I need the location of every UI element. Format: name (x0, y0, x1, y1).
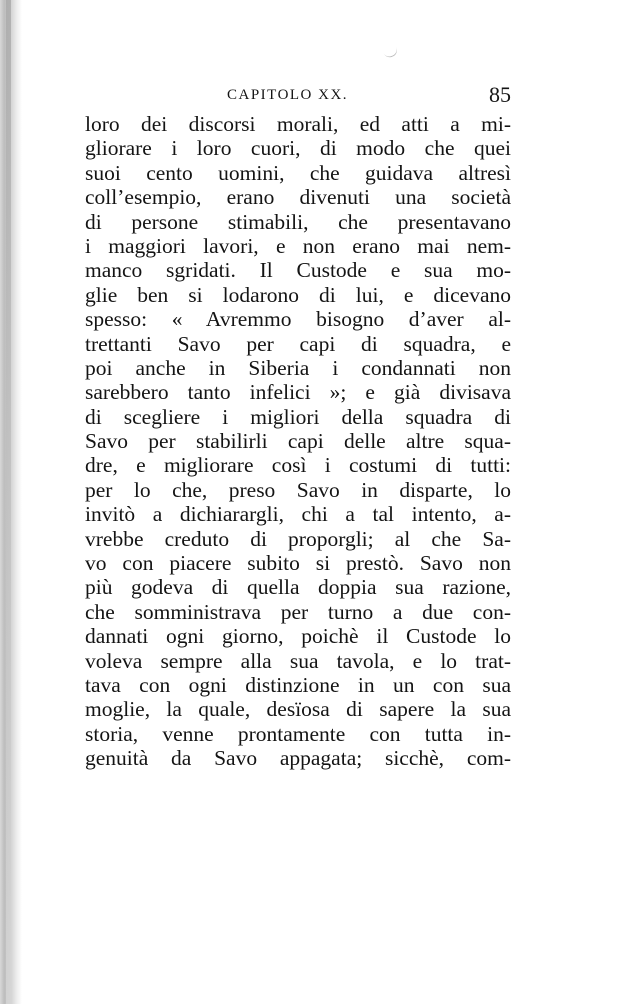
text-line: dre, e migliorare così i costumi di tutti: (85, 453, 511, 478)
text-line: dannati ogni giorno, poichè il Custode lo (85, 624, 511, 649)
text-line: i maggiori lavori, e non erano mai nem- (85, 233, 511, 258)
text-line: tava con ogni distinzione in un con sua (85, 672, 511, 697)
text-line: moglie, la quale, desïosa di sapere la sua (85, 697, 511, 722)
page-gutter-shadow (0, 0, 22, 1004)
text-line: gliorare i loro cuori, di modo che quei (85, 136, 511, 161)
text-line: genuità da Savo appagata; sicchè, com- (85, 746, 511, 771)
paper-mark (383, 45, 399, 59)
book-page (85, 84, 511, 771)
text-line: coll’esempio, erano divenuti una società (85, 185, 511, 210)
text-line: spesso: « Avremmo bisogno d’aver al- (85, 307, 511, 332)
text-line: vo con piacere subito si prestò. Savo non (85, 551, 511, 576)
text-line: vrebbe creduto di proporgli; al che Sa- (85, 526, 511, 551)
text-line: di persone stimabili, che presentavano (85, 209, 511, 234)
text-line: più godeva di quella doppia sua razione, (85, 575, 511, 600)
text-line: storia, venne prontamente con tutta in- (85, 721, 511, 746)
chapter-title: CAPITOLO XX. (227, 87, 349, 103)
page-number: 85 (489, 82, 511, 107)
text-line: poi anche in Siberia i condannati non (85, 355, 511, 380)
text-line: di scegliere i migliori della squadra di (85, 404, 511, 429)
body-text (85, 112, 511, 771)
text-line: per lo che, preso Savo in disparte, lo (85, 477, 511, 502)
text-line: invitò a dichiarargli, chi a tal intento, a- (85, 502, 511, 527)
text-line: sarebbero tanto infelici »; e già divisava (85, 380, 511, 405)
text-line: manco sgridati. Il Custode e sua mo- (85, 258, 511, 283)
text-line: suoi cento uomini, che guidava altresì (85, 160, 511, 185)
text-line: voleva sempre alla sua tavola, e lo trat- (85, 648, 511, 673)
binding-edge (6, 0, 11, 1004)
text-line: trettanti Savo per capi di squadra, e (85, 331, 511, 356)
text-line: glie ben si lodarono di lui, e dicevano (85, 282, 511, 307)
text-line: Savo per stabilirli capi delle altre squa- (85, 429, 511, 454)
text-line: che somministrava per turno a due con- (85, 599, 511, 624)
text-line: loro dei discorsi morali, ed atti a mi- (85, 112, 511, 136)
running-head (85, 84, 511, 112)
